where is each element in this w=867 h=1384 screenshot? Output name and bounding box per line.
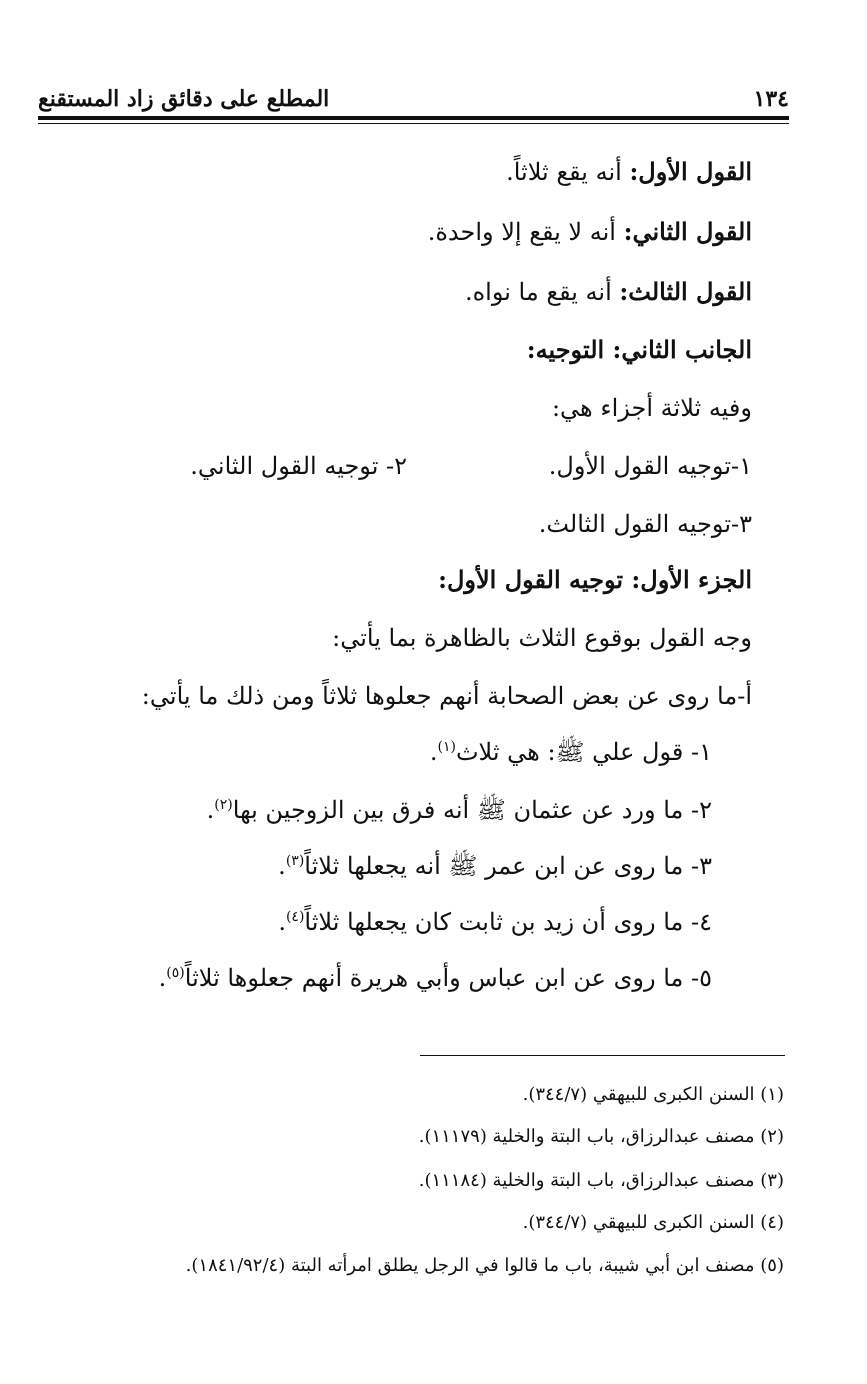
- page-number: ١٣٤: [753, 86, 789, 112]
- footnote-3: (٣) مصنف عبدالرزاق، باب البتة والخلية (١١١٨٤).: [418, 1170, 784, 1191]
- item-2-dot: .: [206, 796, 215, 824]
- footnote-1: (١) السنن الكبرى للبيهقي (٣٤٤/٧).: [522, 1084, 784, 1105]
- evidence-item-5-text: ٥- ما روى عن ابن عباس وأبي هريرة أنهم جعلوها ثلاثاً: [184, 964, 712, 992]
- footnote-2: (٢) مصنف عبدالرزاق، باب البتة والخلية (١١١٧٩).: [418, 1126, 784, 1147]
- opinion-2-label: القول الثاني:: [623, 217, 752, 246]
- item-3-dot: .: [278, 852, 286, 880]
- opinion-1-text: أنه يقع ثلاثاً.: [506, 158, 622, 186]
- item-1-dot: .: [429, 738, 438, 766]
- evidence-item-1: [430, 738, 712, 767]
- part-3: ٣-توجيه القول الثالث.: [538, 510, 752, 538]
- opinion-2-text: أنه لا يقع إلا واحدة.: [427, 218, 616, 246]
- opinion-3-text: أنه يقع ما نواه.: [464, 278, 612, 306]
- footnote-4: (٤) السنن الكبرى للبيهقي (٣٤٤/٧).: [522, 1212, 784, 1233]
- opinion-1-label: القول الأول:: [629, 157, 752, 186]
- parts-intro: وفيه ثلاثة أجزاء هي:: [551, 394, 752, 422]
- part-1: ١-توجيه القول الأول.: [548, 452, 752, 480]
- item-5-dot: .: [158, 964, 167, 992]
- header-rule-thin: [38, 123, 789, 124]
- opinion-3-label: القول الثالث:: [619, 277, 752, 306]
- evidence-item-2-text: ٢- ما ورد عن عثمان ﷺ أنه فرق بين الزوجين بها: [232, 796, 712, 824]
- opinion-1: [506, 158, 752, 187]
- reason-intro: وجه القول بوقوع الثلاث بالظاهرة بما يأتي:: [332, 624, 752, 652]
- sub-heading: الجزء الأول: توجيه القول الأول:: [438, 565, 752, 594]
- evidence-item-4: [278, 908, 712, 937]
- evidence-item-3-text: ٣- ما روى عن ابن عمر ﷺ أنه يجعلها ثلاثاً: [304, 852, 712, 880]
- item-4-dot: .: [278, 908, 286, 936]
- part-2: ٢- توجيه القول الثاني.: [190, 452, 407, 480]
- opinion-3: [465, 278, 752, 307]
- evidence-item-2: [207, 796, 712, 825]
- evidence-item-1-text: ١- قول علي ﷺ: هي ثلاث: [455, 738, 712, 766]
- evidence-item-4-text: ٤- ما روى أن زيد بن ثابت كان يجعلها ثلاثاً: [304, 908, 712, 936]
- page-header: [38, 84, 789, 120]
- book-title: المطلع على دقائق زاد المستقنع: [38, 86, 330, 112]
- footnote-ref-3[interactable]: (٣): [285, 853, 305, 869]
- section-heading: الجانب الثاني: التوجيه:: [526, 335, 752, 364]
- footnote-ref-5[interactable]: (٥): [166, 965, 185, 981]
- opinion-2: [428, 218, 752, 247]
- footnote-ref-1[interactable]: (١): [437, 739, 456, 755]
- evidence-item-5: [159, 964, 712, 993]
- footnote-5: (٥) مصنف ابن أبي شيبة، باب ما قالوا في الرجل يطلق امرأته البتة (١٨٤١/٩٢/٤).: [185, 1255, 784, 1276]
- footnote-separator: [420, 1055, 785, 1056]
- footnote-ref-2[interactable]: (٢): [214, 797, 233, 813]
- footnote-ref-4[interactable]: (٤): [285, 909, 305, 925]
- header-rule-thick: [38, 116, 789, 120]
- point-alef: أ-ما روى عن بعض الصحابة أنهم جعلوها ثلاثاً ومن ذلك ما يأتي:: [141, 682, 752, 710]
- evidence-item-3: [278, 852, 712, 881]
